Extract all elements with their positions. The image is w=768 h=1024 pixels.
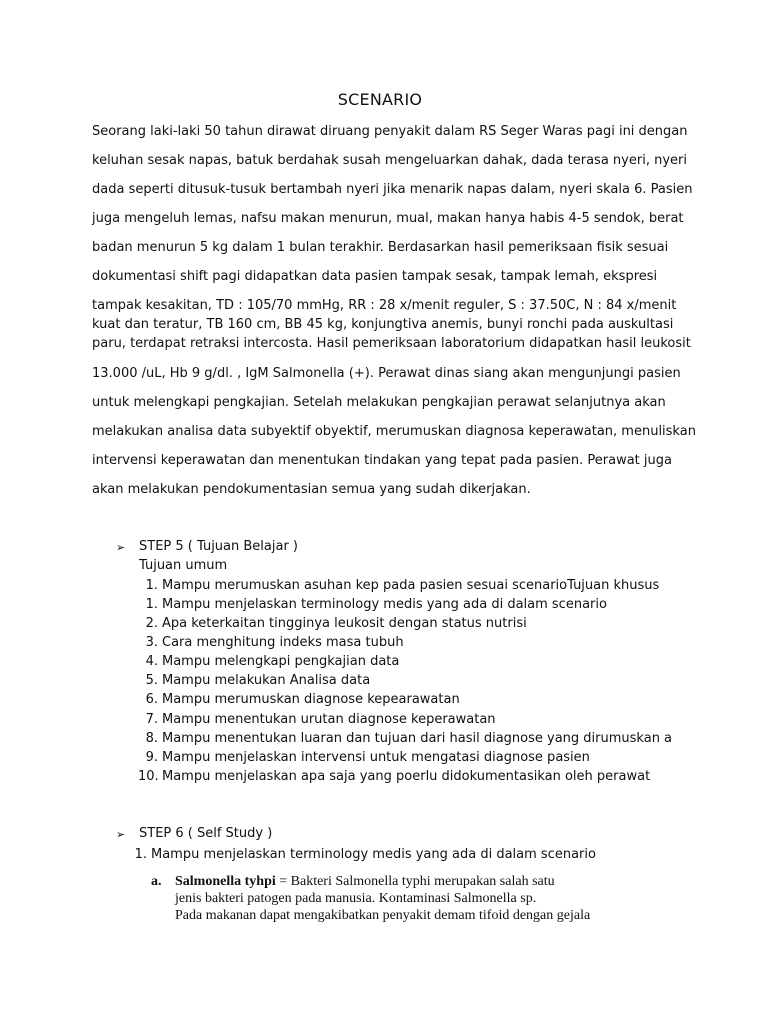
list-text: Mampu menjelaskan intervensi untuk mengatasi diagnose pasien xyxy=(162,750,590,765)
list-number: 1. xyxy=(145,578,158,593)
list-text: Mampu menjelaskan apa saja yang poerlu didokumentasikan oleh perawat xyxy=(162,769,651,784)
list-number: 8. xyxy=(145,731,158,746)
list-text: Apa keterkaitan tingginya leukosit dengan status nutrisi xyxy=(162,616,527,631)
sub-item-line xyxy=(175,874,555,890)
arrow-bullet-icon: ➢ xyxy=(116,828,126,841)
scenario-line: paru, terdapat retraksi intercosta. Hasil pemeriksaan laboratorium didapatkan hasil leukosit xyxy=(92,336,691,351)
step5-subtitle: Tujuan umum xyxy=(139,558,228,573)
list-text: Cara menghitung indeks masa tubuh xyxy=(162,635,404,650)
list-text: Mampu menjelaskan terminology medis yang ada di dalam scenario xyxy=(151,847,596,862)
scenario-line: kuat dan teratur, TB 160 cm, BB 45 kg, konjungtiva anemis, bunyi ronchi pada auskultasi xyxy=(92,317,674,332)
scenario-line: keluhan sesak napas, batuk berdahak susah mengeluarkan dahak, dada terasa nyeri, nyeri xyxy=(92,153,687,168)
list-number: 1. xyxy=(145,597,158,612)
list-text: Mampu merumuskan diagnose kepearawatan xyxy=(162,692,460,707)
sub-item-line: jenis bakteri patogen pada manusia. Kontaminasi Salmonella sp. xyxy=(175,891,537,906)
list-text: Mampu melakukan Analisa data xyxy=(162,673,371,688)
list-number: 2. xyxy=(145,616,158,631)
list-number: 5. xyxy=(145,673,158,688)
step6-title: STEP 6 ( Self Study ) xyxy=(139,826,273,841)
scenario-line: dada seperti ditusuk-tusuk bertambah nyeri jika menarik napas dalam, nyeri skala 6. Pasien xyxy=(92,182,693,197)
list-number: 6. xyxy=(145,692,158,707)
scenario-line: 13.000 /uL, Hb 9 g/dl. , IgM Salmonella (+). Perawat dinas siang akan mengunjungi pasien xyxy=(92,366,681,381)
term-salmonella: Salmonella tyhpi xyxy=(175,874,276,889)
list-number: 3. xyxy=(145,635,158,650)
list-text: Mampu menentukan urutan diagnose keperawatan xyxy=(162,712,496,727)
scenario-line: Seorang laki-laki 50 tahun dirawat diruang penyakit dalam RS Seger Waras pagi ini dengan xyxy=(92,124,688,139)
scenario-line: untuk melengkapi pengkajian. Setelah melakukan pengkajian perawat selanjutnya akan xyxy=(92,395,666,410)
scenario-line: badan menurun 5 kg dalam 1 bulan terakhir. Berdasarkan hasil pemeriksaan fisik sesuai xyxy=(92,240,669,255)
list-text: Mampu menjelaskan terminology medis yang ada di dalam scenario xyxy=(162,597,607,612)
arrow-bullet-icon: ➢ xyxy=(116,541,126,554)
sub-item-label xyxy=(151,874,162,890)
list-number: 7. xyxy=(145,712,158,727)
step5-title: STEP 5 ( Tujuan Belajar ) xyxy=(139,539,299,554)
scenario-line: dokumentasi shift pagi didapatkan data pasien tampak sesak, tampak lemah, ekspresi xyxy=(92,269,658,284)
term-definition: = Bakteri Salmonella typhi merupakan salah satu xyxy=(275,874,555,889)
scenario-line: tampak kesakitan, TD : 105/70 mmHg, RR : 28 x/menit reguler, S : 37.50C, N : 84 x/menit xyxy=(92,298,677,313)
list-number: 9. xyxy=(145,750,158,765)
list-text: Mampu menentukan luaran dan tujuan dari hasil diagnose yang dirumuskan a xyxy=(162,731,673,746)
list-number: 10. xyxy=(138,769,159,784)
sub-item-letter: a. xyxy=(151,874,162,889)
scenario-line: juga mengeluh lemas, nafsu makan menurun, mual, makan hanya habis 4-5 sendok, berat xyxy=(92,211,684,226)
list-text: Mampu melengkapi pengkajian data xyxy=(162,654,400,669)
scenario-line: intervensi keperawatan dan menentukan tindakan yang tepat pada pasien. Perawat juga xyxy=(92,453,672,468)
list-number: 1. xyxy=(134,847,147,862)
list-number: 4. xyxy=(145,654,158,669)
page-title: SCENARIO xyxy=(337,90,423,109)
sub-item-line: Pada makanan dapat mengakibatkan penyakit demam tifoid dengan gejala xyxy=(175,908,591,923)
scenario-line: akan melakukan pendokumentasian semua yang sudah dikerjakan. xyxy=(92,482,531,497)
list-text: Mampu merumuskan asuhan kep pada pasien sesuai scenarioTujuan khusus xyxy=(162,578,660,593)
scenario-line: melakukan analisa data subyektif obyektif, merumuskan diagnosa keperawatan, menuliskan xyxy=(92,424,696,439)
